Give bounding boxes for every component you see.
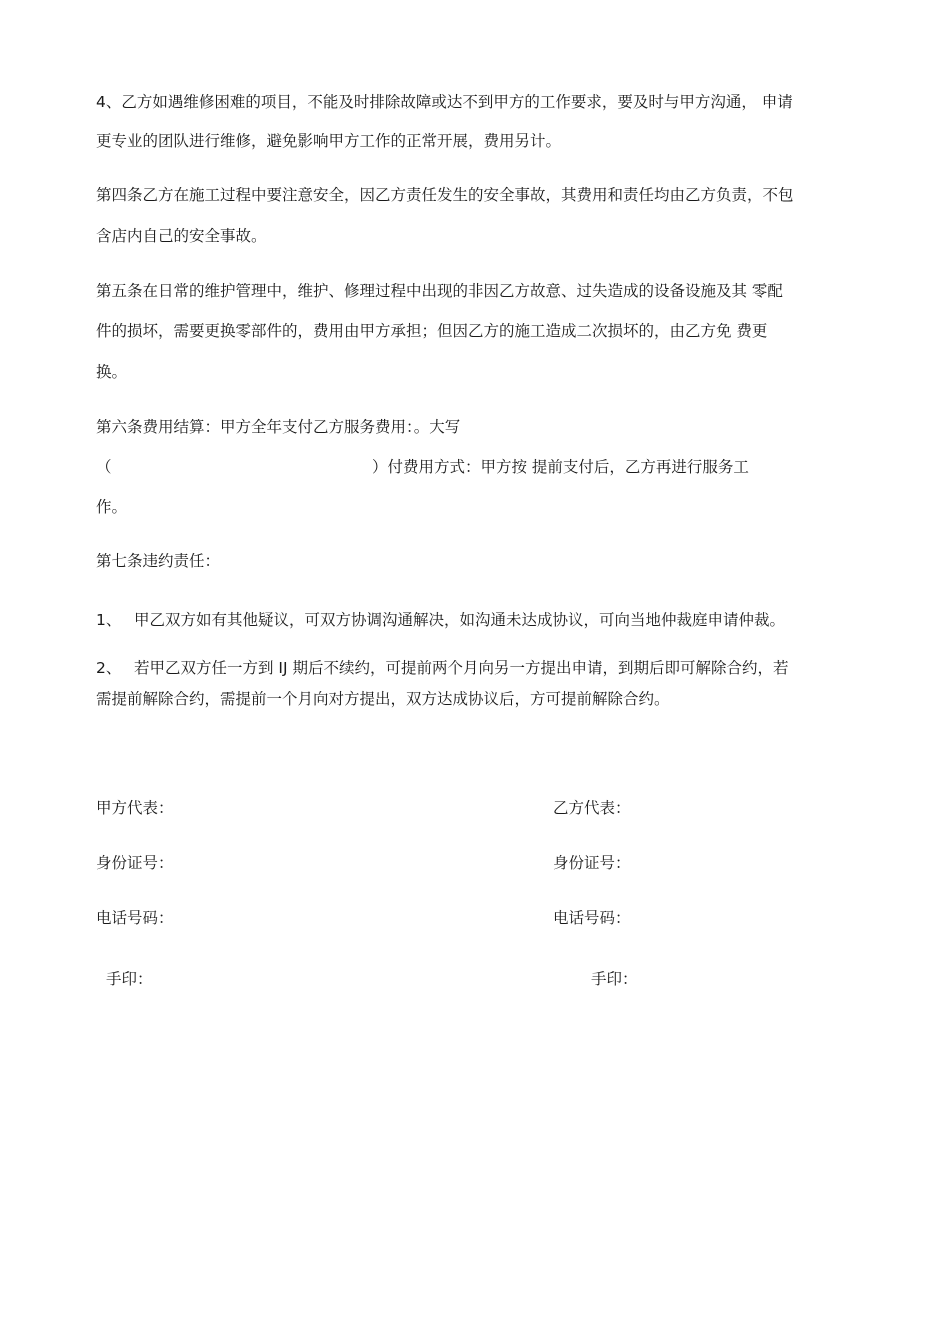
party-a-id-number-label: 身份证号： [96, 854, 174, 872]
article7-item1-text: 甲乙双方如有其他疑议，可双方协调沟通解决，如沟通未达成协议，可向当地仲裁庭申请仲裁。 [134, 611, 786, 629]
party-b-phone-label: 电话号码： [553, 909, 631, 927]
article6-line1: 第六条费用结算：甲方全年支付乙方服务费用：。大写 [96, 418, 461, 436]
article7-heading: 第七条违约责任： [96, 552, 221, 570]
party-a-seal-label: 手印： [106, 970, 153, 988]
party-a-representative-label: 甲方代表： [96, 799, 174, 817]
article7-item1-number: 1、 [96, 611, 122, 629]
article5-line1: 第五条在日常的维护管理中，维护、修理过程中出现的非因乙方故意、过失造成的设备设施及其 零配 [96, 282, 783, 300]
clause4-item4-line1: 4、乙方如遇维修困难的项目，不能及时排除故障或达不到甲方的工作要求，要及时与甲方沟通， 申请 [96, 93, 793, 111]
article4-line2: 含店内自己的安全事故。 [96, 227, 267, 245]
party-b-seal-label: 手印： [591, 970, 638, 988]
party-b-representative-label: 乙方代表： [553, 799, 631, 817]
article6-line2: ）付费用方式：甲方按 提前支付后，乙方再进行服务工 [372, 458, 749, 476]
article6-paren-open: （ [96, 458, 112, 476]
article4-line1: 第四条乙方在施工过程中要注意安全，因乙方责任发生的安全事故，其费用和责任均由乙方负责，不包 [96, 186, 794, 204]
article5-line3: 换。 [96, 363, 128, 381]
article5-line2: 件的损坏，需要更换零部件的，费用由甲方承担；但因乙方的施工造成二次损坏的，由乙方免 费更 [96, 322, 768, 340]
party-b-id-number-label: 身份证号： [553, 854, 631, 872]
article7-item2-text: 若甲乙双方任一方到 IJ 期后不续约，可提前两个月向另一方提出申请，到期后即可解除合约，若 [134, 659, 789, 677]
article6-line3: 作。 [96, 498, 128, 516]
clause4-item4-line2: 更专业的团队进行维修，避免影响甲方工作的正常开展，费用另计。 [96, 132, 562, 150]
article7-item2-line2: 需提前解除合约，需提前一个月向对方提出，双方达成协议后，方可提前解除合约。 [96, 690, 670, 708]
article7-item2-number: 2、 [96, 659, 122, 677]
party-a-phone-label: 电话号码： [96, 909, 174, 927]
